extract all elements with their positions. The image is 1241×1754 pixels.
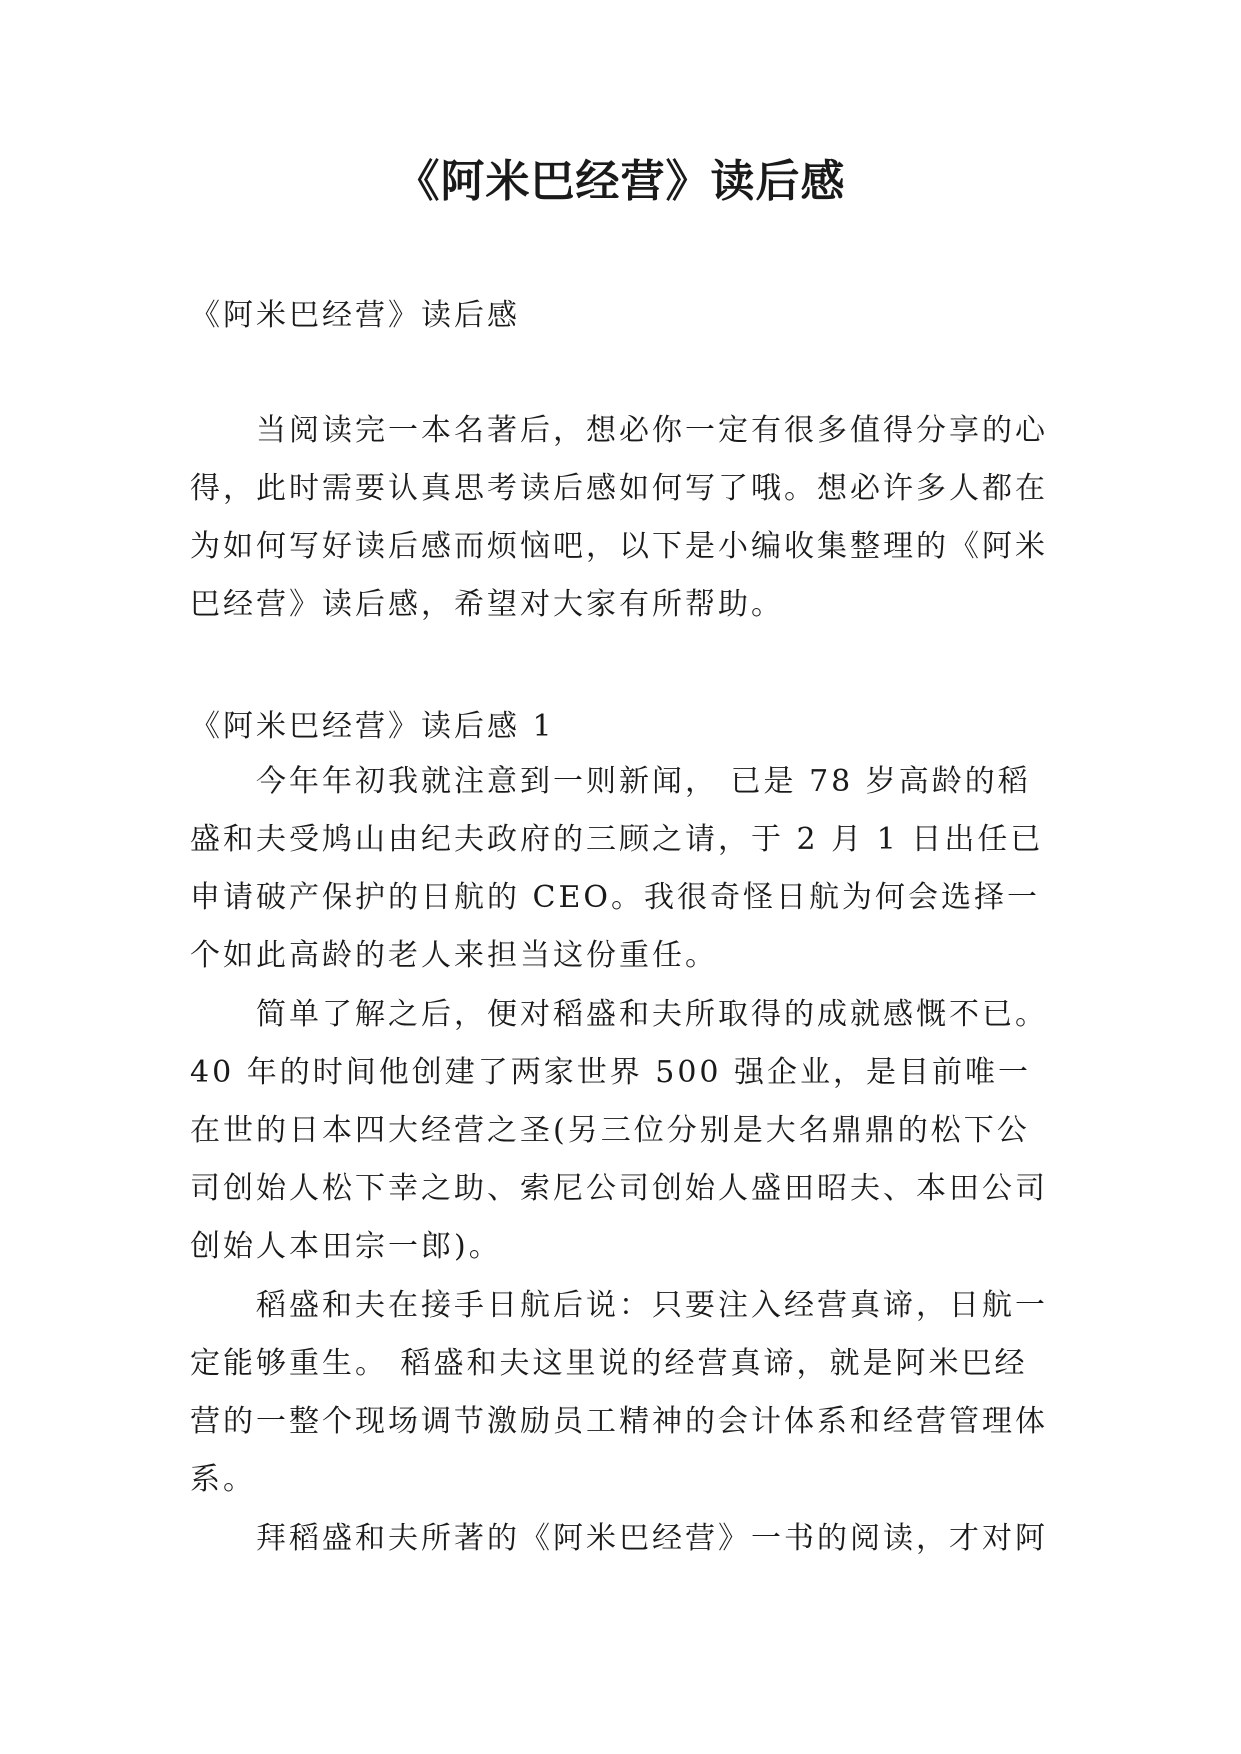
body-paragraph: 稻盛和夫在接手日航后说：只要注入经营真谛，日航一定能够重生。 稻盛和夫这里说的经营真谛，就是阿米巴经营的一整个现场调节激励员工精神的会计体系和经营管理体系。 xyxy=(190,1288,1048,1497)
document-subtitle: 《阿米巴经营》读后感 xyxy=(190,298,520,333)
body-paragraph: 今年年初我就注意到一则新闻， 已是 78 岁高龄的稻盛和夫受鸠山由纪夫政府的三顾之请，于 2 月 1 日出任已申请破产保护的日航的 CEO。我很奇怪日航为何会选择一个如此高龄的老人来担当这份重任。 xyxy=(190,764,1044,973)
body-paragraph: 简单了解之后，便对稻盛和夫所取得的成就感慨不已。40 年的时间他创建了两家世界 500 强企业，是目前唯一在世的日本四大经营之圣(另三位分别是大名鼎鼎的松下公司创始人松下幸之助、索尼公司创始人盛田昭夫、本田公司创始人本田宗一郎)。 xyxy=(190,997,1048,1264)
document-title: 《阿米巴经营》读后感 xyxy=(395,156,846,207)
intro-paragraph: 当阅读完一本名著后，想必你一定有很多值得分享的心得，此时需要认真思考读后感如何写了哦。想必许多人都在为如何写好读后感而烦恼吧，以下是小编收集整理的《阿米巴经营》读后感，希望对大家有所帮助。 xyxy=(190,413,1048,622)
body-paragraph: 拜稻盛和夫所著的《阿米巴经营》一书的阅读，才对阿 xyxy=(256,1521,1048,1556)
section-heading: 《阿米巴经营》读后感 1 xyxy=(190,709,555,744)
